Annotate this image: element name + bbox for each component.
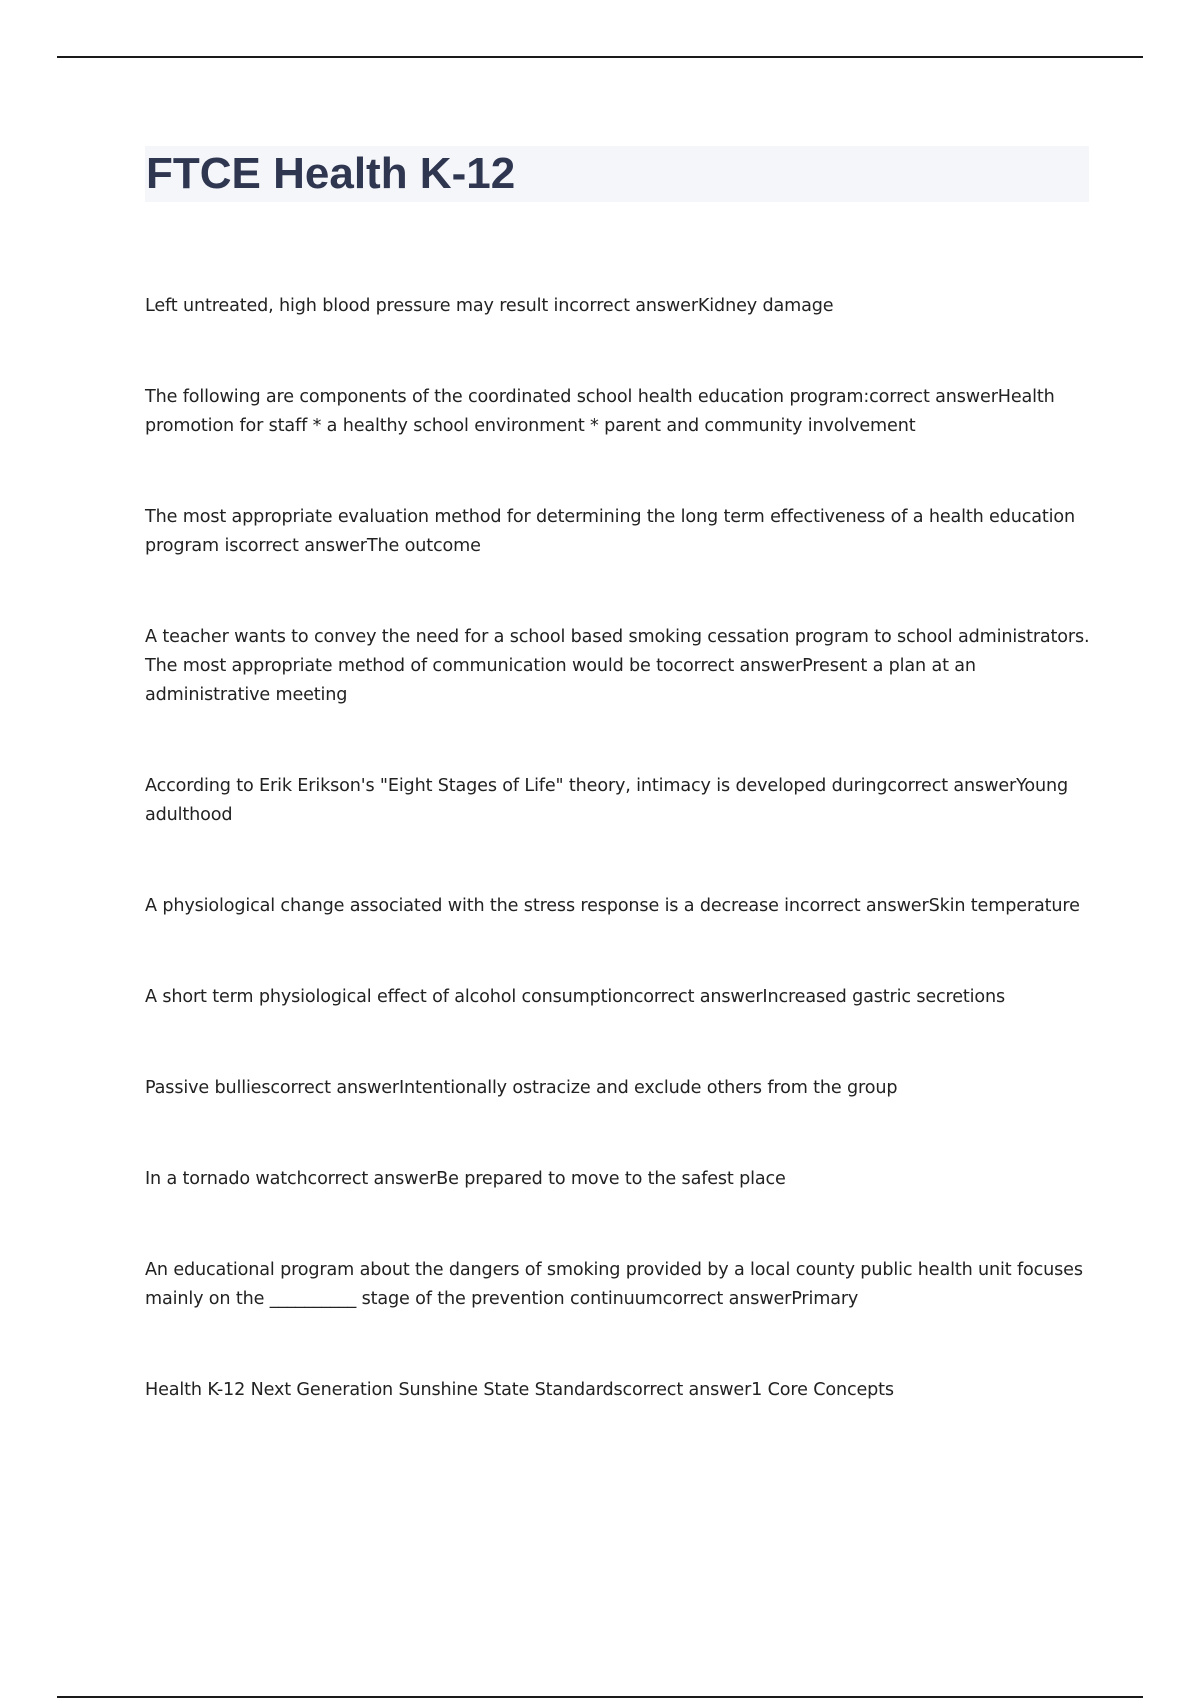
- qa-list: [145, 292, 1095, 1405]
- qa-item-6: A physiological change associated with the stress response is a decrease incorrect answerSkin temperature: [145, 896, 1080, 916]
- qa-item-8: Passive bulliescorrect answerIntentionally ostracize and exclude others from the group: [145, 1078, 898, 1098]
- qa-item-1: Left untreated, high blood pressure may result incorrect answerKidney damage: [145, 296, 834, 316]
- qa-item-9: In a tornado watchcorrect answerBe prepared to move to the safest place: [145, 1169, 786, 1189]
- bottom-rule: [57, 1696, 1143, 1698]
- qa-item-3: The most appropriate evaluation method for determining the long term effectiveness of a health education program iscorrect answerThe outcome: [145, 507, 1076, 556]
- document-title: FTCE Health K-12: [146, 149, 516, 198]
- top-rule: [57, 56, 1143, 58]
- qa-item-7: A short term physiological effect of alcohol consumptioncorrect answerIncreased gastric secretions: [145, 987, 1006, 1007]
- qa-item-4: A teacher wants to convey the need for a school based smoking cessation program to school administrators. The most appropriate method of communication would be tocorrect answerPresent a plan at an administrative meeting: [145, 627, 1090, 705]
- qa-item-11: Health K-12 Next Generation Sunshine State Standardscorrect answer1 Core Concepts: [145, 1380, 894, 1400]
- qa-item-2: The following are components of the coordinated school health education program:correct answerHealth promotion for staff * a healthy school environment * parent and community involvement: [145, 387, 1055, 436]
- qa-item-10: An educational program about the dangers of smoking provided by a local county public health unit focuses mainly on the __________ stage of the prevention continuumcorrect answerPrimary: [145, 1260, 1083, 1309]
- qa-item-5: According to Erik Erikson's "Eight Stages of Life" theory, intimacy is developed duringcorrect answerYoung adulthood: [145, 776, 1068, 825]
